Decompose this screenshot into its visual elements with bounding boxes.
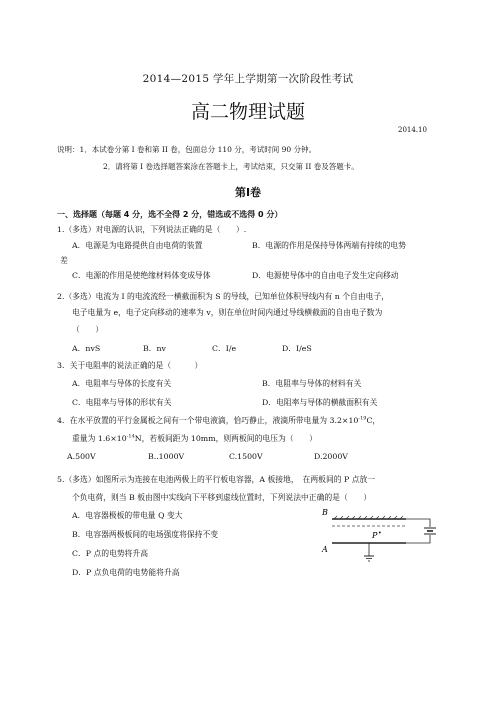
q4-option-b: B..1000V [148, 452, 185, 461]
q2-option-b: B．nv [143, 344, 166, 353]
exam-header: 2014—2015 学年上学期第一次阶段性考试 [142, 73, 354, 85]
q3-option-b: B．电阻率与导体的材料有关 [262, 379, 362, 388]
q2-blank: （ ） [72, 325, 104, 334]
page-title: 高二物理试题 [190, 101, 305, 123]
q3-option-d: D．电阻率与导体的横截面积有关 [262, 398, 378, 407]
label-p: P [372, 531, 378, 540]
q1-option-b: B．电源的作用是保持导体两端有持续的电势 [252, 241, 406, 250]
p-point-dot: • [378, 530, 382, 537]
q1-option-b-cont: 差 [60, 256, 68, 265]
q4-stem-unit: C， [366, 416, 381, 425]
q4-stem-exponent: -19 [358, 415, 367, 422]
q2-line2: 电子电量为 e，电子定向移动的速率为 v，则在单位时间内通过导线横截面的自由电子数为 [72, 308, 383, 317]
q4-line2 [72, 433, 317, 444]
q5-line2: 个负电荷，则当 B 板由图中实线向下平移到虚线位置时，下列说法中正确的是（ ） [72, 493, 372, 502]
instruction-2: 2．请将第 I 卷选择题答案涂在答题卡上，考试结束，只交第 II 卷及答题卡。 [103, 162, 359, 171]
q2-stem: 2.（多选）电流为 I 的电流流经一横截面积为 S 的导线，已知单位体积导线内有 n 个自由电子， [57, 292, 390, 301]
q1-option-d: D．电源使导体中的自由电子发生定向移动 [252, 271, 399, 280]
q2-option-c: C．I/e [212, 344, 237, 353]
part-title: 第Ⅰ卷 [234, 186, 262, 199]
label-a: A [322, 545, 328, 554]
q4-stem-text: 4．在水平放置的平行金属板之间有一个带电液滴，恰巧静止，液滴所带电量为 3.2×10 [57, 416, 359, 425]
q1-option-c: C．电源的作用是使绝缘材料体变成导体 [72, 271, 211, 280]
q4-line2-exponent: -14 [126, 433, 135, 440]
q4-line2-text: 重量为 1.6×10 [72, 434, 127, 443]
wire-bottom [406, 535, 430, 543]
wire-top [406, 519, 430, 527]
q3-stem: 3．关于电阻率的说法正确的是（ ） [57, 361, 203, 370]
q5-option-c: C．P 点的电势将升高 [72, 549, 149, 558]
q4-option-a: A.500V [67, 452, 96, 461]
q1-option-a: A．电源是为电路提供自由电荷的装置 [72, 241, 203, 250]
instruction-1: 说明：1．本试卷分第 I 卷和第 II 卷，包面总分 110 分，考试时间 90 分钟。 [57, 145, 317, 154]
q3-option-a: A．电阻率与导体的长度有关 [72, 379, 172, 388]
q5-stem: 5.（多选）如图所示为连接在电池两极上的平行板电容器，A 板接地， 在两板间的 P 点放一 [57, 475, 376, 484]
label-b: B [322, 508, 328, 517]
q2-option-a: A．nvS [72, 344, 101, 353]
q4-option-d: D.2000V [314, 452, 348, 461]
q1-stem: 1.（多选）对电源的认识，下列说法正确的是（ ）. [57, 225, 247, 234]
q4-stem [57, 415, 380, 426]
exam-date: 2014.10 [398, 126, 427, 134]
q4-line2-end: N，若板间距为 10mm，则两板间的电压为（ ） [134, 434, 317, 443]
q3-option-c: C．电阻率与导体的形状有关 [72, 398, 172, 407]
q4-option-c: C.1500V [229, 452, 263, 461]
q5-option-a: A．电容器极板的带电量 Q 变大 [72, 511, 183, 520]
capacitor-circuit-diagram [320, 506, 446, 566]
q5-option-d: D．P 点负电荷的电势能将升高 [72, 568, 180, 577]
q5-option-b: B．电容器两极板间的电场强度将保持不变 [72, 530, 219, 539]
q2-option-d: D．I/eS [282, 344, 312, 353]
section-title: 一、选择题（每题 4 分，选不全得 2 分，错选或不选得 0 分） [57, 210, 283, 219]
